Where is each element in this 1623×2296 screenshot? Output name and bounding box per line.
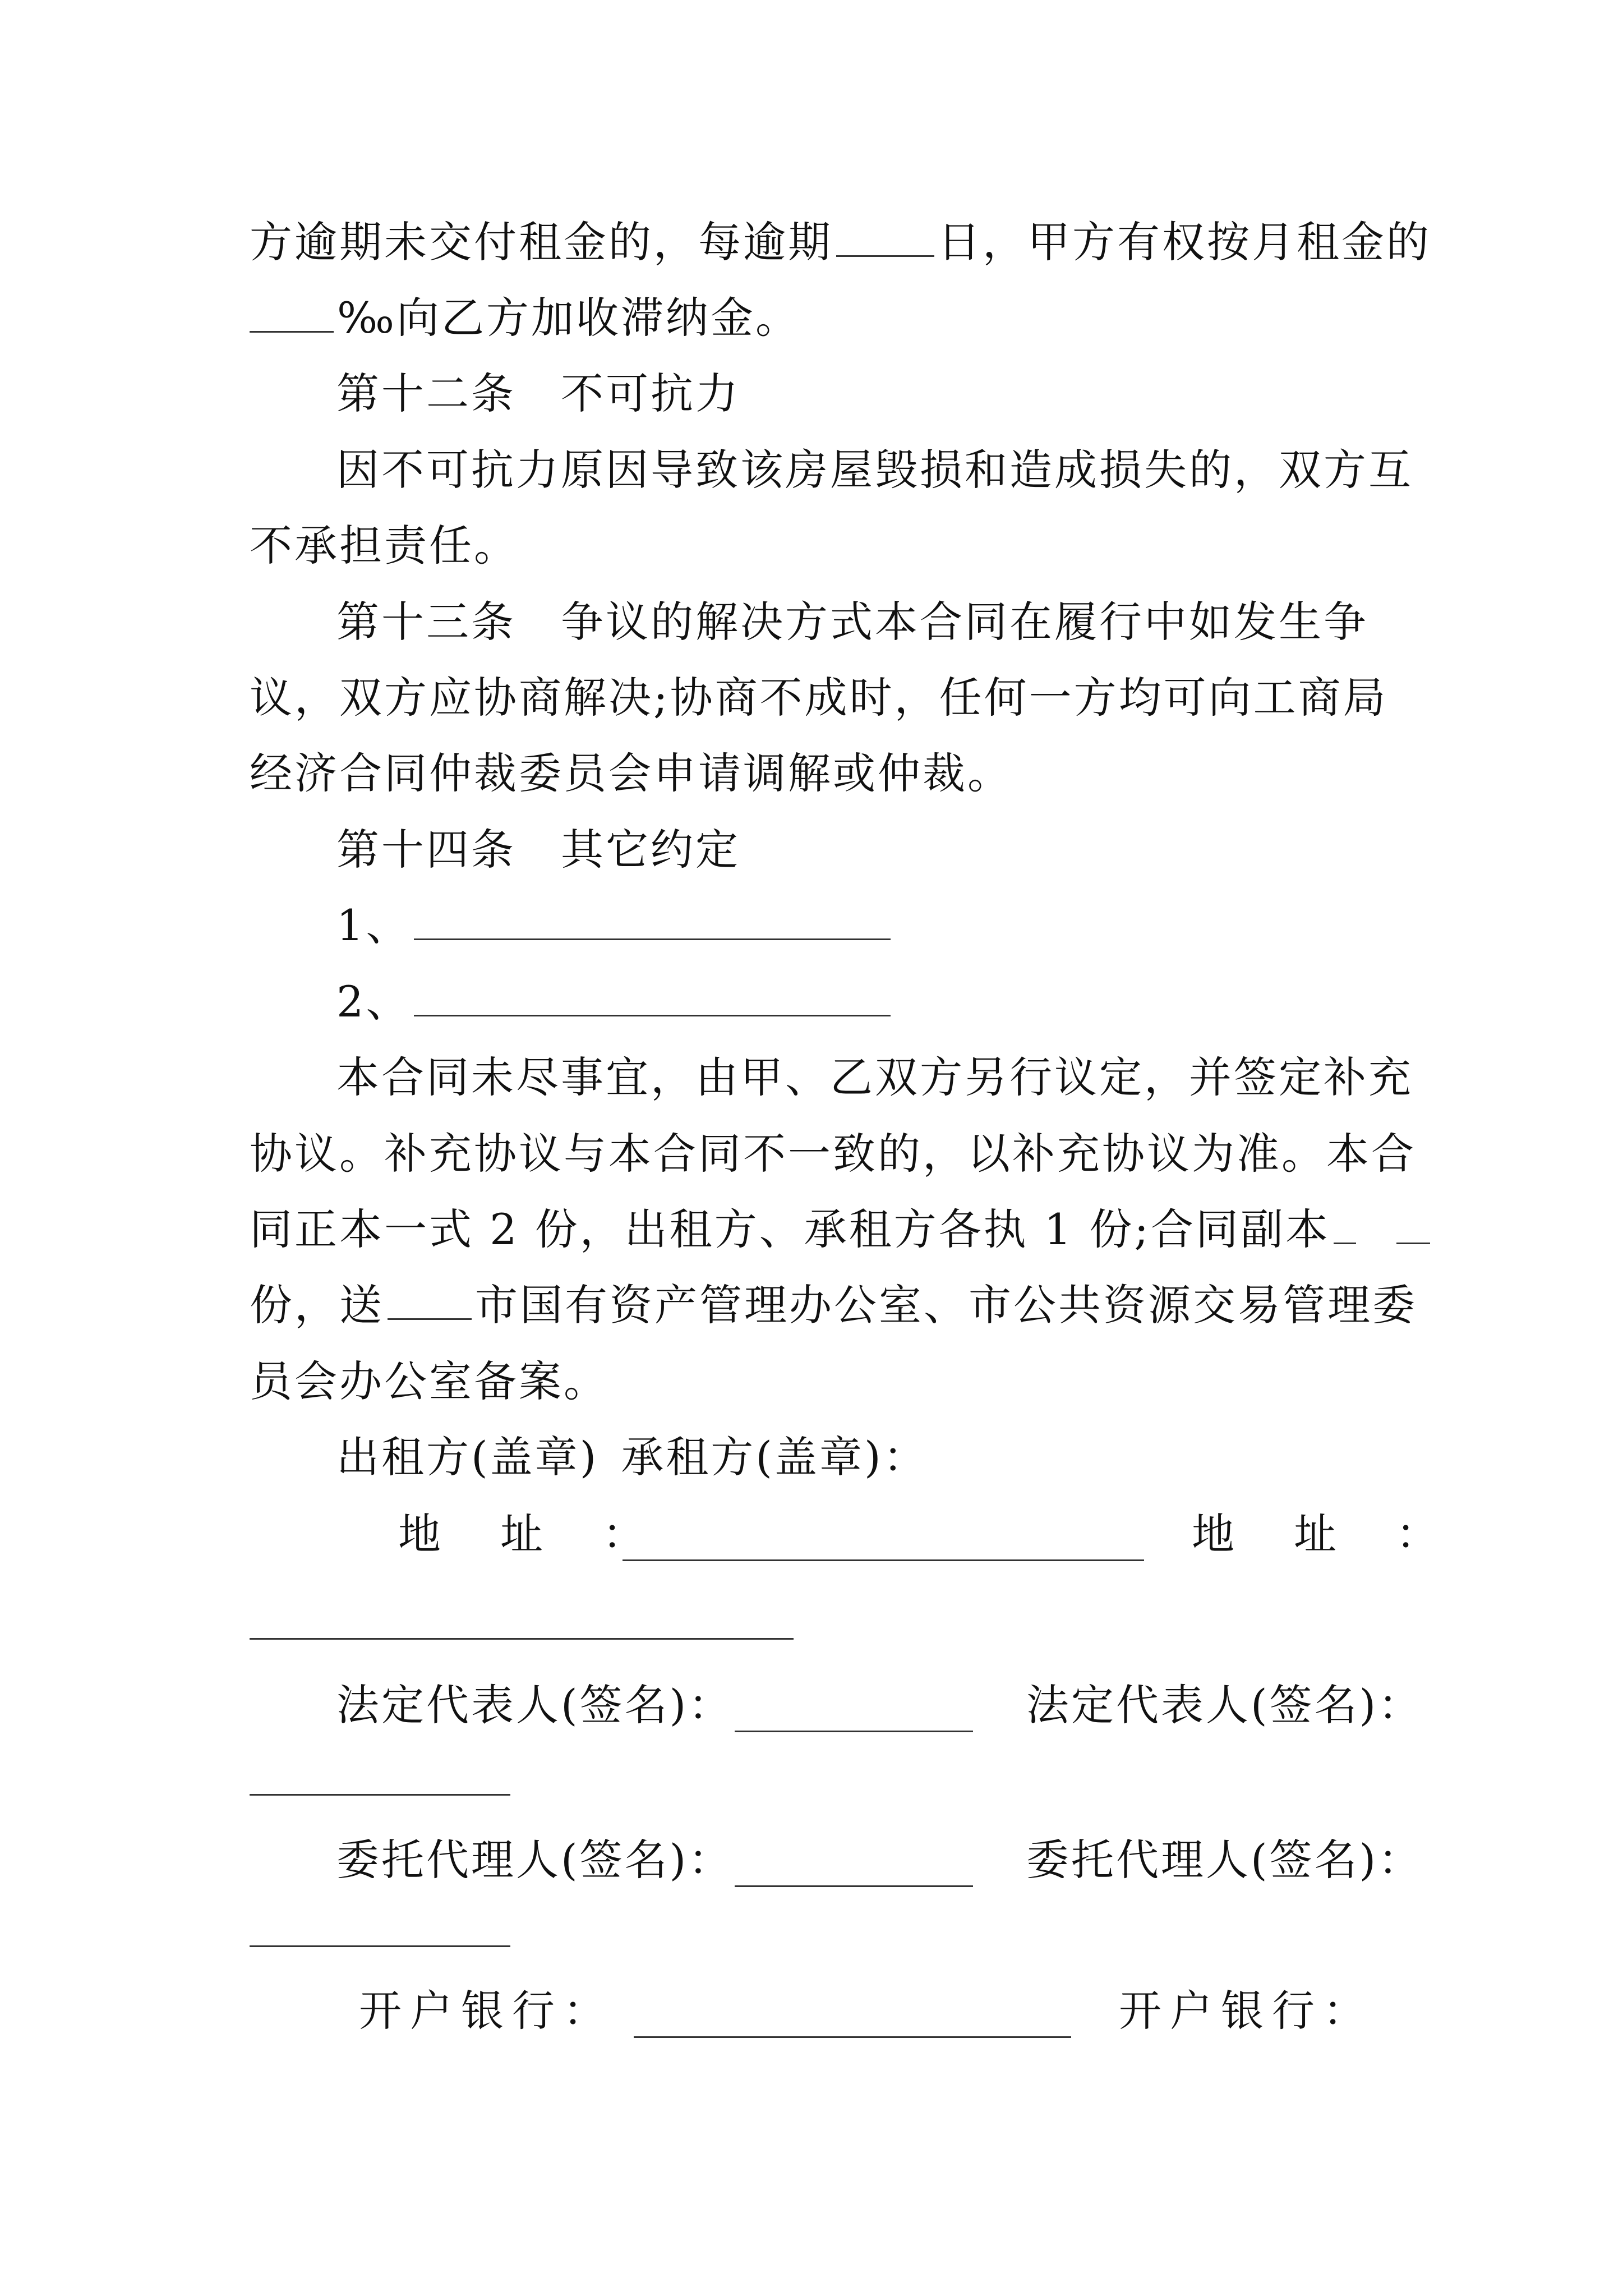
supplement-line-3: [250, 1203, 1371, 1257]
late-payment-text-b: 日，甲方有权按月租金的: [938, 217, 1431, 267]
article-13-line-1: 第十三条 争议的解决方式本合同在履行中如发生争: [336, 597, 1368, 647]
copies-count-blank-a: [1334, 1209, 1356, 1244]
item-1-blank: [414, 905, 891, 940]
lessor-address-label: 地 址 ：: [398, 1509, 653, 1559]
copies-count-blank-b: [1396, 1209, 1430, 1244]
item-2-blank: [414, 981, 891, 1016]
supplement-line-5: 员会办公室备案。: [250, 1356, 608, 1406]
lessor-bank-blank: [634, 2036, 1071, 2038]
seal-line: [336, 1430, 1458, 1484]
late-fee-rate-blank: [250, 297, 334, 333]
lessee-seal-label: 承租方(盖章)：: [621, 1432, 928, 1482]
send-to-text-b: 市国有资产管理办公室、市公共资源交易管理委: [475, 1280, 1417, 1330]
city-name-blank: [388, 1285, 472, 1320]
lessor-address-blank: [623, 1559, 1144, 1561]
clause-11-late-payment-line-1: [250, 215, 1431, 269]
clause-11-late-payment-line-2: [250, 291, 1371, 345]
supplement-line-4: [250, 1278, 1417, 1332]
supplement-line-1: 本合同未尽事宜，由甲、乙双方另行议定，并签定补充: [336, 1052, 1413, 1102]
article-13-line-3: 经济合同仲裁委员会申请调解或仲裁。: [250, 748, 1012, 798]
lessee-agent-blank: [250, 1945, 510, 1947]
lessor-legal-rep-blank: [735, 1731, 973, 1732]
lessee-legal-rep-label: 法定代表人(签名)：: [1026, 1680, 1423, 1730]
force-majeure-line-1: 因不可抗力原因导致该房屋毁损和造成损失的，双方互: [336, 445, 1413, 495]
lessee-agent-label: 委托代理人(签名)：: [1026, 1835, 1423, 1885]
lessee-address-label: 地 址 ：: [1192, 1509, 1447, 1559]
item-1-number: 1、: [336, 900, 411, 950]
overdue-days-blank: [836, 222, 934, 257]
lessor-agent-blank: [735, 1885, 973, 1887]
lessee-address-blank: [250, 1638, 794, 1640]
supplement-line-2: 协议。补充协议与本合同不一致的，以补充协议为准。本合: [250, 1129, 1416, 1179]
lessor-agent-label: 委托代理人(签名)：: [336, 1835, 734, 1885]
force-majeure-line-2: 不承担责任。: [250, 521, 519, 570]
send-to-text-a: 份，送: [250, 1280, 384, 1330]
other-agreement-item-1: [336, 899, 1458, 953]
lessor-bank-label: 开户银行：: [359, 1986, 614, 2036]
late-payment-text-a: 方逾期未交付租金的，每逾期: [250, 217, 833, 267]
article-13-line-2: 议，双方应协商解决;协商不成时，任何一方均可向工商局: [250, 673, 1388, 723]
lessee-bank-label: 开户银行：: [1119, 1986, 1374, 2036]
other-agreement-item-2: [336, 975, 1458, 1029]
late-fee-text: ‰向乙方加收滞纳金。: [337, 293, 800, 343]
lessee-legal-rep-blank: [250, 1794, 510, 1796]
article-12-heading: 第十二条 不可抗力: [336, 369, 740, 418]
article-14-heading: 第十四条 其它约定: [336, 825, 740, 875]
lessor-legal-rep-label: 法定代表人(签名)：: [336, 1680, 734, 1730]
lessor-seal-label: 出租方(盖章): [336, 1432, 599, 1482]
item-2-number: 2、: [336, 977, 411, 1027]
copies-text: 同正本一式 2 份，出租方、承租方各执 1 份;合同副本: [250, 1204, 1330, 1254]
